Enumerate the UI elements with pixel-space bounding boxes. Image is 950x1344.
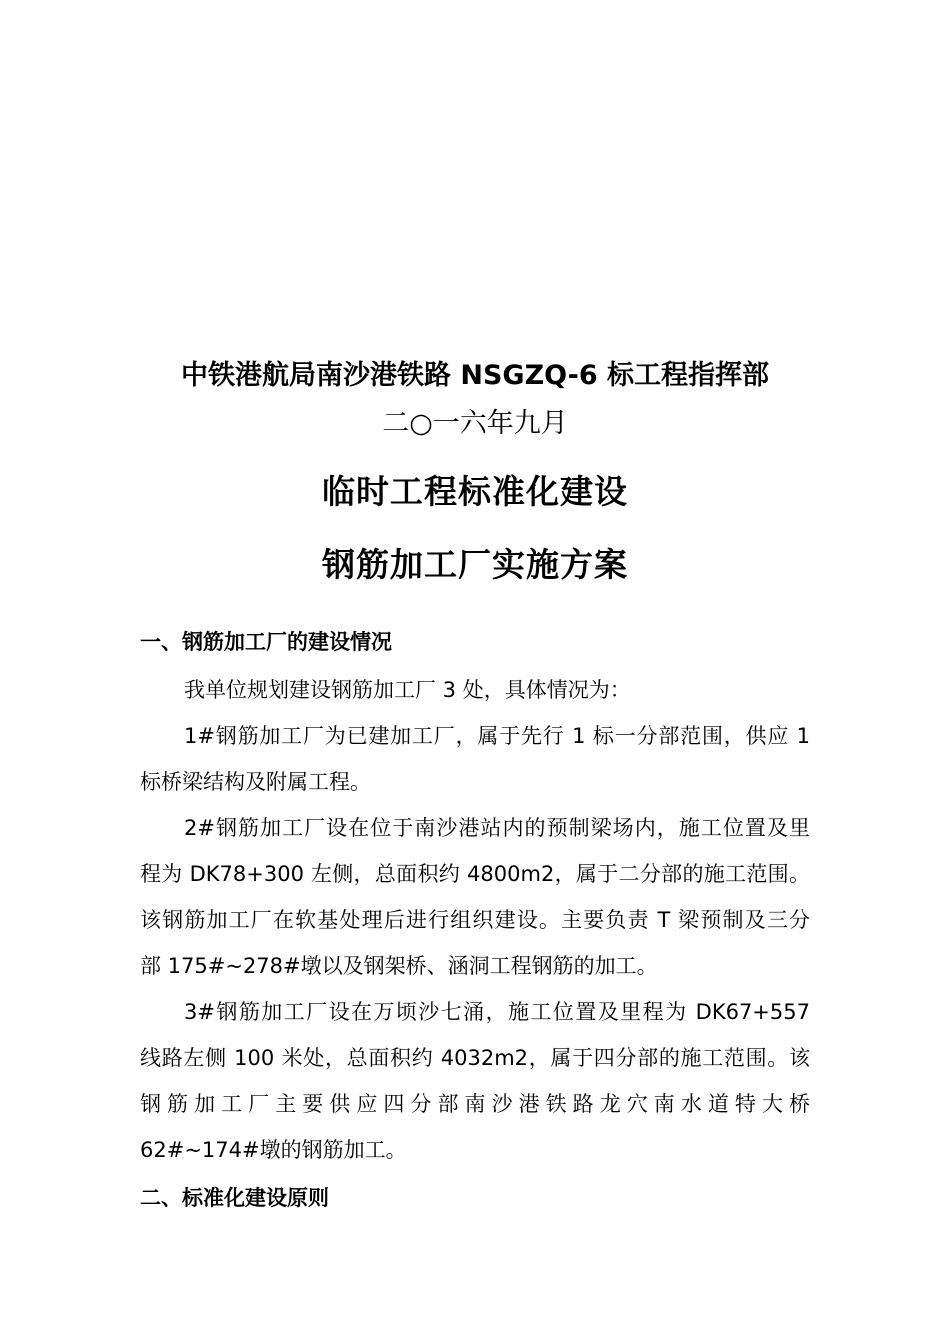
section-heading-1: 一、钢筋加工厂的建设情况 <box>140 630 392 654</box>
paragraph-line: 标桥梁结构及附属工程。 <box>140 770 371 794</box>
document-title-line-2: 钢筋加工厂实施方案 <box>322 545 628 584</box>
document-title-line-1: 临时工程标准化建设 <box>322 472 628 511</box>
paragraph-line: 钢筋加工厂主要供应四分部南沙港铁路龙穴南水道特大桥 <box>140 1092 810 1116</box>
paragraph-line: 1#钢筋加工厂为已建加工厂，属于先行 1 标一分部范围，供应 1 <box>184 724 810 748</box>
paragraph-line: 部 175#~278#墩以及钢架桥、涵洞工程钢筋的加工。 <box>140 954 658 978</box>
paragraph-line: 程为 DK78+300 左侧，总面积约 4800m2，属于二分部的施工范围。 <box>140 862 810 886</box>
document-date: 二○一六年九月 <box>382 408 568 439</box>
organization-name: 中铁港航局南沙港铁路 NSGZQ-6 标工程指挥部 <box>180 360 770 391</box>
paragraph-line: 该钢筋加工厂在软基处理后进行组织建设。主要负责 T 梁预制及三分 <box>140 908 810 932</box>
paragraph-line: 我单位规划建设钢筋加工厂 3 处，具体情况为： <box>184 678 631 702</box>
paragraph-line: 3#钢筋加工厂设在万顷沙七涌，施工位置及里程为 DK67+557 <box>184 1000 810 1024</box>
paragraph-line: 2#钢筋加工厂设在位于南沙港站内的预制梁场内，施工位置及里 <box>184 816 810 840</box>
section-heading-2: 二、标准化建设原则 <box>140 1186 329 1210</box>
paragraph-line: 线路左侧 100 米处，总面积约 4032m2，属于四分部的施工范围。该 <box>140 1046 810 1070</box>
paragraph-line: 62#~174#墩的钢筋加工。 <box>140 1138 407 1162</box>
